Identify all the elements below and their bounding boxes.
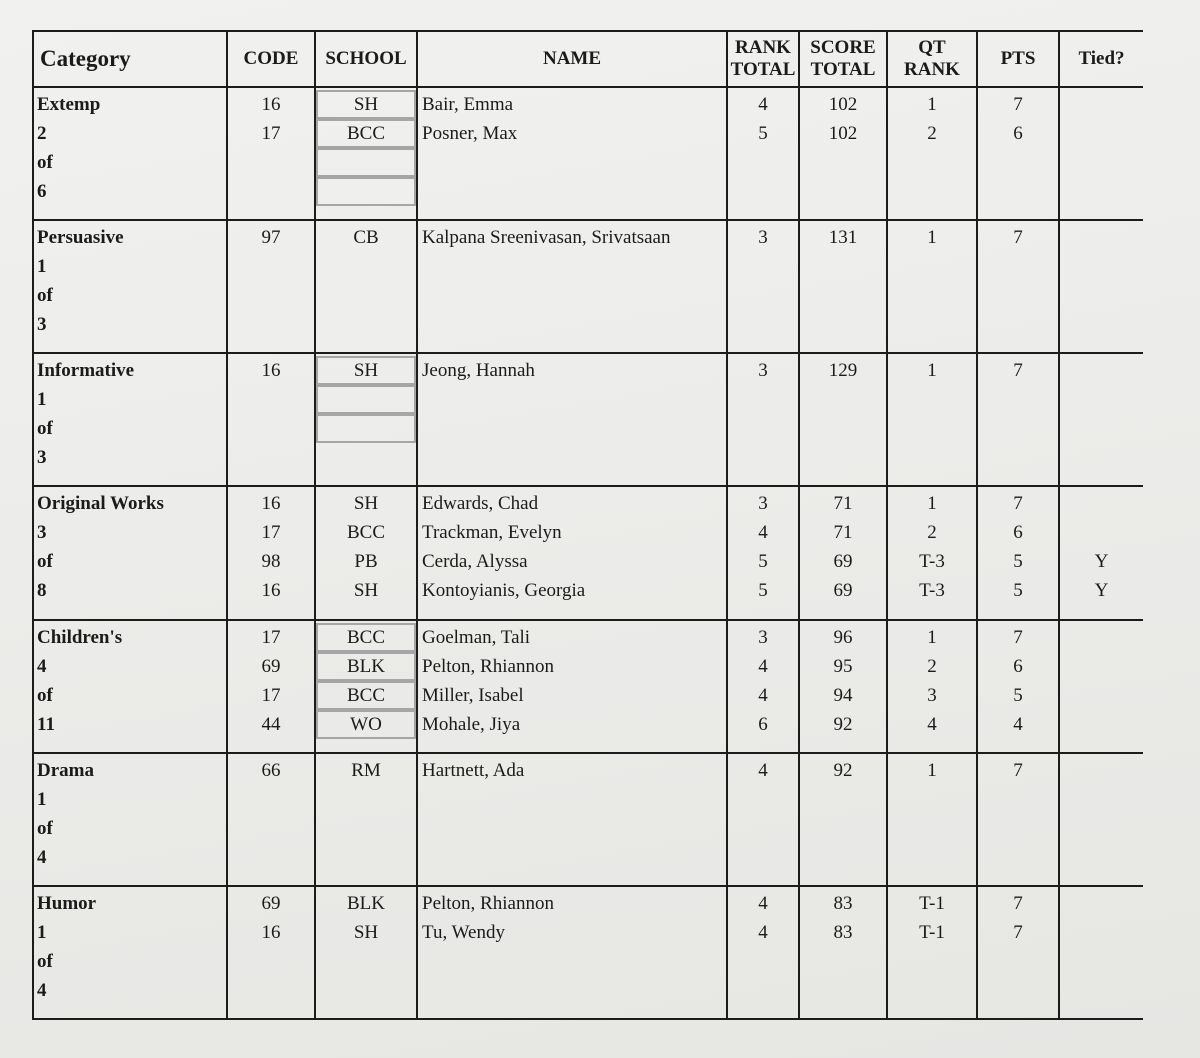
name-value: Bair, Emma	[422, 94, 514, 115]
tied-cell	[1059, 486, 1143, 619]
school-cell	[315, 87, 417, 220]
header-rank-total	[727, 31, 799, 87]
pts-value: 5	[1013, 551, 1023, 573]
pts-value: 7	[1013, 921, 1023, 943]
tied-cell	[1059, 220, 1143, 353]
category-count: 1	[37, 921, 47, 943]
tied-cell	[1059, 753, 1143, 886]
school-value: SH	[316, 90, 416, 119]
category-count: 1	[37, 389, 47, 411]
qt-rank-value: 2	[927, 655, 937, 677]
empty-school-box	[316, 414, 416, 443]
name-value: Kontoyianis, Georgia	[422, 580, 586, 602]
rank-total-value: 5	[758, 580, 768, 602]
header-rank-total-line2: TOTAL	[730, 59, 796, 80]
qt-rank-value: 1	[927, 493, 937, 515]
category-count: 3	[37, 447, 47, 469]
category-count: of	[37, 684, 53, 706]
rank-total-value: 4	[758, 94, 768, 115]
section-row	[33, 886, 1143, 1019]
rank-total-cell	[727, 886, 799, 1019]
name-cell	[417, 620, 727, 753]
rank-total-cell	[727, 620, 799, 753]
name-value: Hartnett, Ada	[422, 759, 525, 781]
qt-rank-value: 1	[927, 94, 937, 115]
rank-total-value: 4	[758, 892, 768, 914]
school-cell	[315, 886, 417, 1019]
tied-cell	[1059, 353, 1143, 486]
name-value: Goelman, Tali	[422, 626, 531, 648]
code-value: 17	[261, 123, 281, 144]
qt-rank-cell	[887, 220, 977, 353]
pts-value: 7	[1013, 493, 1023, 515]
rank-total-value: 3	[758, 493, 768, 515]
score-total-cell	[799, 353, 887, 486]
code-value: 98	[261, 551, 281, 573]
header-tied: Tied?	[1059, 31, 1143, 87]
code-value: 16	[261, 493, 281, 515]
qt-rank-value: 1	[927, 360, 937, 382]
school-value: SH	[353, 493, 379, 515]
category-name: Original Works	[37, 493, 164, 515]
pts-cell	[977, 620, 1059, 753]
school-value: BCC	[316, 623, 416, 652]
score-total-value: 92	[833, 713, 853, 735]
qt-rank-value: 3	[927, 684, 937, 706]
score-total-cell	[799, 620, 887, 753]
code-value: 16	[261, 94, 281, 115]
tied-value	[1060, 518, 1143, 547]
tied-value	[1060, 756, 1143, 785]
score-total-value: 129	[828, 360, 858, 382]
score-total-value: 71	[833, 522, 853, 544]
code-value: 66	[261, 759, 281, 781]
tied-value	[1060, 356, 1143, 385]
tied-value	[1060, 889, 1143, 918]
results-table	[32, 30, 1143, 1020]
qt-rank-cell	[887, 87, 977, 220]
score-total-cell	[799, 753, 887, 886]
header-score-total-line2: TOTAL	[810, 59, 876, 80]
name-cell	[417, 87, 727, 220]
header-rank-total-line1: RANK	[735, 37, 791, 59]
school-value: SH	[353, 921, 379, 943]
qt-rank-cell	[887, 486, 977, 619]
header-qt-rank	[887, 31, 977, 87]
name-value: Kalpana Sreenivasan, Srivatsaan	[422, 227, 671, 249]
header-qt-rank-line1: QT	[918, 37, 946, 59]
name-value: Posner, Max	[422, 123, 518, 144]
category-count: 8	[37, 580, 47, 602]
qt-rank-value: T-3	[919, 580, 945, 602]
rank-total-value: 4	[758, 522, 768, 544]
code-cell	[227, 87, 315, 220]
rank-total-cell	[727, 353, 799, 486]
tied-value	[1060, 90, 1143, 119]
rank-total-value: 3	[758, 360, 768, 382]
category-count: of	[37, 285, 53, 307]
qt-rank-value: 2	[927, 522, 937, 544]
code-value: 17	[261, 684, 281, 706]
score-total-cell	[799, 886, 887, 1019]
name-value: Edwards, Chad	[422, 493, 539, 515]
qt-rank-cell	[887, 353, 977, 486]
rank-total-cell	[727, 486, 799, 619]
school-cell	[315, 753, 417, 886]
category-count: 1	[37, 256, 47, 278]
code-value: 16	[261, 360, 281, 382]
tied-cell	[1059, 886, 1143, 1019]
score-total-value: 95	[833, 655, 853, 677]
header-code: CODE	[227, 31, 315, 87]
empty-school-box	[316, 148, 416, 177]
category-cell	[33, 886, 227, 1019]
rank-total-cell	[727, 87, 799, 220]
code-cell	[227, 220, 315, 353]
header-row	[33, 31, 1143, 87]
section-row	[33, 220, 1143, 353]
name-value: Tu, Wendy	[422, 921, 505, 943]
category-count: 4	[37, 655, 47, 677]
score-total-value: 69	[833, 551, 853, 573]
header-category: Category	[33, 31, 227, 87]
pts-value: 5	[1013, 684, 1023, 706]
score-total-cell	[799, 87, 887, 220]
rank-total-value: 4	[758, 655, 768, 677]
category-count: 3	[37, 314, 47, 336]
category-cell	[33, 486, 227, 619]
tied-value	[1060, 710, 1143, 739]
code-value: 17	[261, 522, 281, 544]
school-value: BCC	[316, 119, 416, 148]
category-count: of	[37, 950, 53, 972]
score-total-cell	[799, 220, 887, 353]
rank-total-cell	[727, 220, 799, 353]
pts-value: 7	[1013, 360, 1023, 382]
category-name: Children's	[37, 626, 123, 648]
pts-value: 7	[1013, 94, 1023, 115]
score-total-value: 71	[833, 493, 853, 515]
category-count: of	[37, 418, 53, 440]
category-count: 6	[37, 181, 47, 202]
name-value: Jeong, Hannah	[422, 360, 535, 382]
tied-value: Y	[1094, 551, 1109, 573]
header-qt-rank-line2: RANK	[904, 59, 960, 80]
section-row	[33, 353, 1143, 486]
category-name: Informative	[37, 360, 135, 382]
qt-rank-value: 1	[927, 626, 937, 648]
category-cell	[33, 353, 227, 486]
results-body	[33, 87, 1143, 1019]
qt-rank-value: T-1	[919, 921, 945, 943]
code-value: 69	[261, 655, 281, 677]
name-cell	[417, 486, 727, 619]
category-count: 2	[37, 123, 47, 144]
score-total-value: 102	[828, 94, 858, 115]
header-name: NAME	[417, 31, 727, 87]
tied-value	[1060, 489, 1143, 518]
qt-rank-value: 1	[927, 227, 937, 249]
score-total-value: 94	[833, 684, 853, 706]
pts-cell	[977, 353, 1059, 486]
category-cell	[33, 87, 227, 220]
school-value: BLK	[347, 892, 385, 914]
section-row	[33, 486, 1143, 619]
score-total-value: 83	[833, 921, 853, 943]
code-value: 97	[261, 227, 281, 249]
category-name: Extemp	[37, 94, 101, 115]
qt-rank-value: T-1	[919, 892, 945, 914]
pts-cell	[977, 886, 1059, 1019]
category-cell	[33, 620, 227, 753]
code-value: 16	[261, 921, 281, 943]
header-score-total	[799, 31, 887, 87]
name-value: Pelton, Rhiannon	[422, 892, 554, 914]
qt-rank-value: 1	[927, 759, 937, 781]
name-cell	[417, 753, 727, 886]
school-cell	[315, 486, 417, 619]
category-count: 4	[37, 846, 47, 868]
code-value: 44	[261, 713, 281, 735]
code-cell	[227, 353, 315, 486]
school-value: SH	[353, 580, 379, 602]
name-value: Pelton, Rhiannon	[422, 655, 554, 677]
qt-rank-value: 4	[927, 713, 937, 735]
header-pts: PTS	[977, 31, 1059, 87]
score-total-value: 92	[833, 759, 853, 781]
pts-value: 6	[1013, 655, 1023, 677]
rank-total-cell	[727, 753, 799, 886]
pts-cell	[977, 87, 1059, 220]
tied-value	[1060, 119, 1143, 148]
code-cell	[227, 620, 315, 753]
school-cell	[315, 620, 417, 753]
header-school: SCHOOL	[315, 31, 417, 87]
category-count: 1	[37, 788, 47, 810]
score-total-value: 96	[833, 626, 853, 648]
code-value: 69	[261, 892, 281, 914]
rank-total-value: 4	[758, 684, 768, 706]
school-value: WO	[316, 710, 416, 739]
category-name: Drama	[37, 759, 94, 781]
pts-cell	[977, 220, 1059, 353]
pts-value: 5	[1013, 580, 1023, 602]
tied-cell	[1059, 87, 1143, 220]
category-cell	[33, 753, 227, 886]
tied-value	[1060, 623, 1143, 652]
name-value: Cerda, Alyssa	[422, 551, 528, 573]
pts-value: 7	[1013, 227, 1023, 249]
name-cell	[417, 353, 727, 486]
pts-value: 7	[1013, 626, 1023, 648]
school-value: PB	[354, 551, 378, 573]
rank-total-value: 4	[758, 759, 768, 781]
qt-rank-cell	[887, 753, 977, 886]
section-row	[33, 620, 1143, 753]
category-count: 3	[37, 522, 47, 544]
school-value: RM	[351, 759, 381, 781]
score-total-cell	[799, 486, 887, 619]
tied-value	[1060, 681, 1143, 710]
pts-cell	[977, 486, 1059, 619]
name-cell	[417, 220, 727, 353]
code-value: 17	[261, 626, 281, 648]
category-count: of	[37, 551, 53, 573]
tied-value	[1060, 223, 1143, 252]
school-value: SH	[316, 356, 416, 385]
section-row	[33, 753, 1143, 886]
category-count: of	[37, 152, 53, 173]
rank-total-value: 3	[758, 626, 768, 648]
qt-rank-value: 2	[927, 123, 937, 144]
pts-value: 7	[1013, 892, 1023, 914]
code-cell	[227, 886, 315, 1019]
school-cell	[315, 220, 417, 353]
school-value: BLK	[316, 652, 416, 681]
tied-cell	[1059, 620, 1143, 753]
category-count: 4	[37, 979, 47, 1001]
code-cell	[227, 486, 315, 619]
score-total-value: 131	[828, 227, 858, 249]
pts-cell	[977, 753, 1059, 886]
tied-value: Y	[1094, 580, 1109, 602]
code-value: 16	[261, 580, 281, 602]
category-count: of	[37, 817, 53, 839]
score-total-value: 83	[833, 892, 853, 914]
school-cell	[315, 353, 417, 486]
name-value: Mohale, Jiya	[422, 713, 521, 735]
name-value: Trackman, Evelyn	[422, 522, 562, 544]
header-score-total-line1: SCORE	[810, 37, 876, 59]
rank-total-value: 3	[758, 227, 768, 249]
pts-value: 6	[1013, 522, 1023, 544]
name-cell	[417, 886, 727, 1019]
name-value: Miller, Isabel	[422, 684, 524, 706]
school-value: CB	[353, 227, 379, 249]
pts-value: 7	[1013, 759, 1023, 781]
qt-rank-cell	[887, 620, 977, 753]
rank-total-value: 6	[758, 713, 768, 735]
section-row	[33, 87, 1143, 220]
empty-school-box	[316, 177, 416, 206]
code-cell	[227, 753, 315, 886]
pts-value: 4	[1013, 713, 1023, 735]
school-value: BCC	[346, 522, 386, 544]
rank-total-value: 5	[758, 551, 768, 573]
category-name: Persuasive	[37, 227, 124, 249]
score-total-value: 102	[828, 123, 858, 144]
category-cell	[33, 220, 227, 353]
school-value: BCC	[316, 681, 416, 710]
rank-total-value: 4	[758, 921, 768, 943]
tied-value	[1060, 652, 1143, 681]
category-name: Humor	[37, 892, 97, 914]
qt-rank-value: T-3	[919, 551, 945, 573]
empty-school-box	[316, 385, 416, 414]
score-total-value: 69	[833, 580, 853, 602]
pts-value: 6	[1013, 123, 1023, 144]
qt-rank-cell	[887, 886, 977, 1019]
rank-total-value: 5	[758, 123, 768, 144]
tied-value	[1060, 918, 1143, 947]
category-count: 11	[37, 713, 55, 735]
